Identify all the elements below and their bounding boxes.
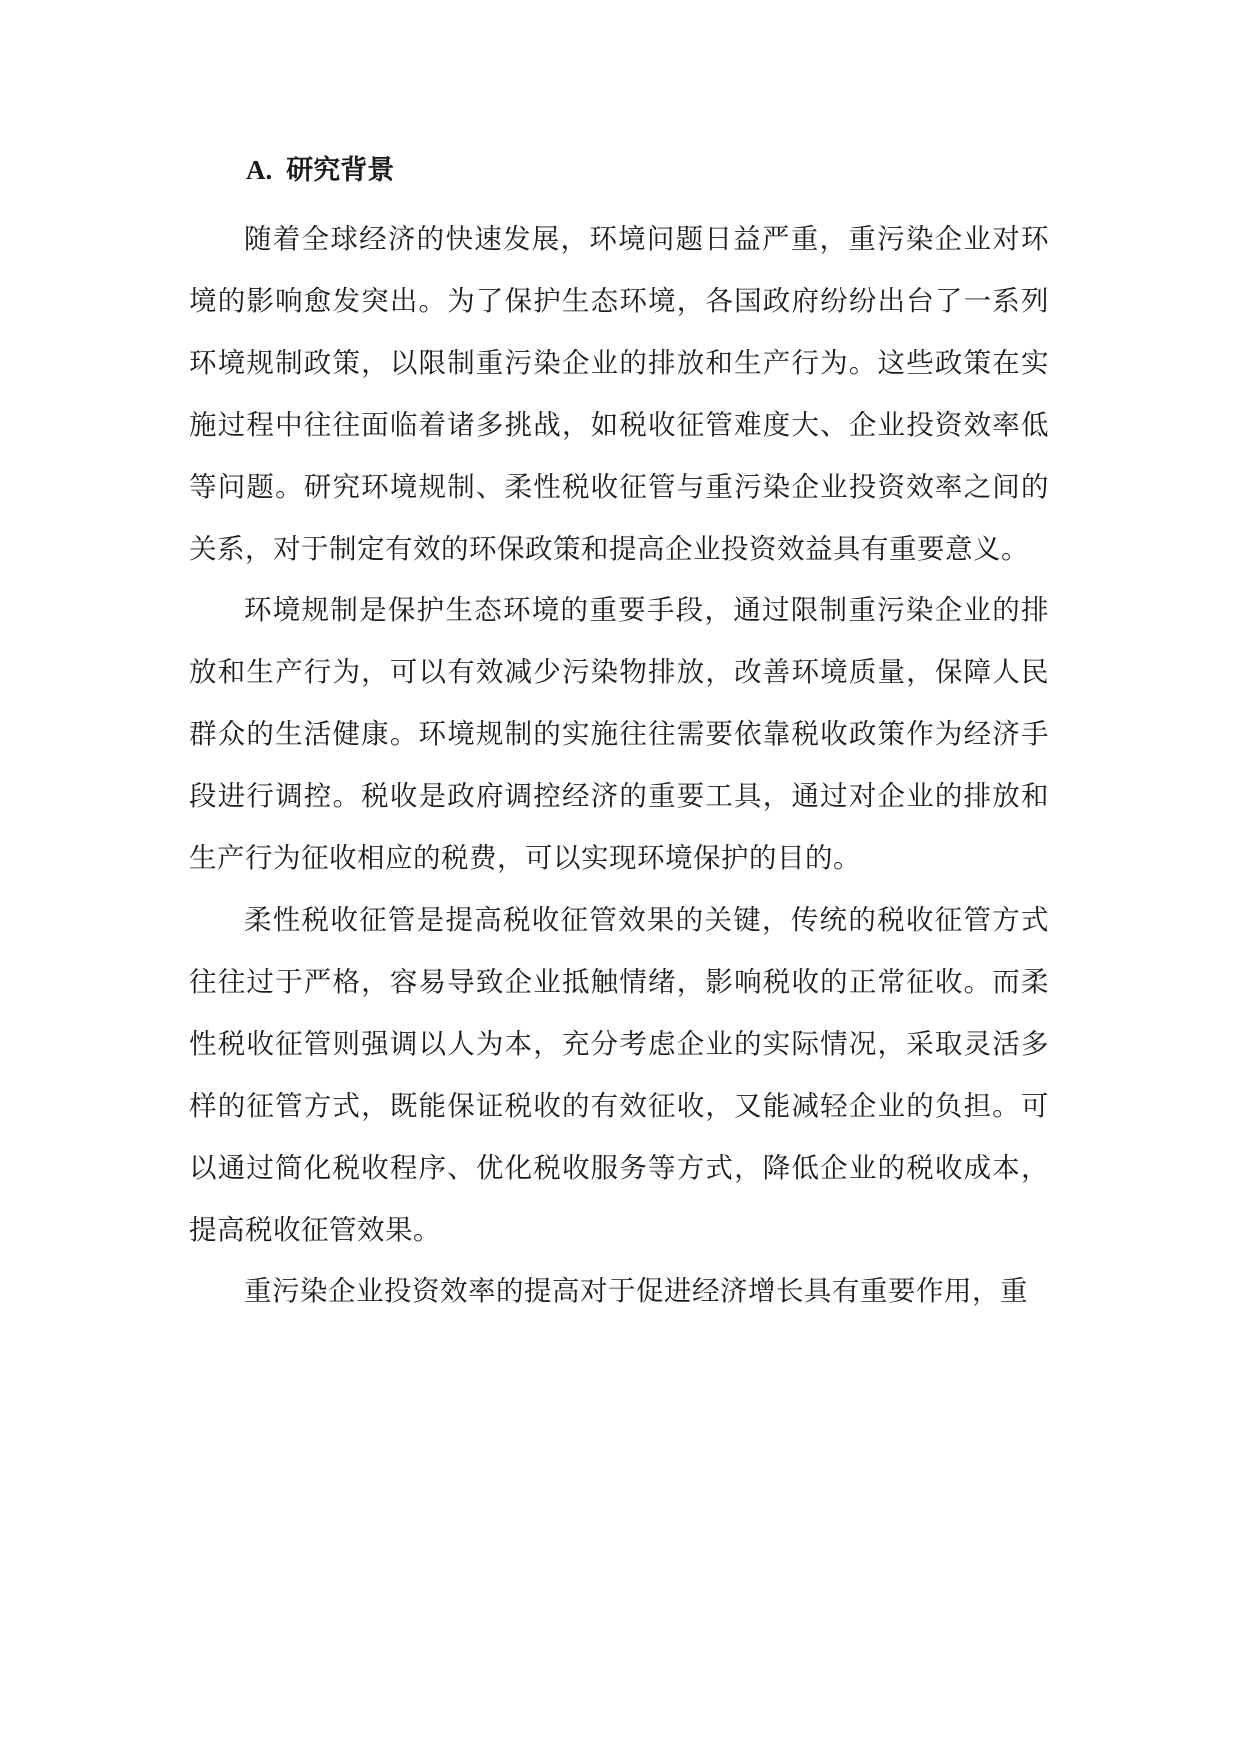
paragraph-2: 环境规制是保护生态环境的重要手段，通过限制重污染企业的排放和生产行为，可以有效减少污染物排放，改善环境质量，保障人民群众的生活健康。环境规制的实施往往需要依靠税收政策作为经济手段进行调控。税收是政府调控经济的重要工具，通过对企业的排放和生产行为征收相应的税费，可以实现环境保护的目的。 (189, 594, 1049, 875)
section-number: A. (246, 155, 273, 185)
body-text (189, 209, 1049, 1323)
section-heading (246, 150, 394, 191)
section-title: 研究背景 (286, 155, 395, 186)
paragraph-4: 重污染企业投资效率的提高对于促进经济增长具有重要作用，重 (244, 1275, 1028, 1308)
paragraph-1: 随着全球经济的快速发展，环境问题日益严重，重污染企业对环境的影响愈发突出。为了保护生态环境，各国政府纷纷出台了一系列环境规制政策，以限制重污染企业的排放和生产行为。这些政策在实施过程中往往面临着诸多挑战，如税收征管难度大、企业投资效率低等问题。研究环境规制、柔性税收征管与重污染企业投资效率之间的关系，对于制定有效的环保政策和提高企业投资效益具有重要意义。 (189, 223, 1049, 565)
paragraph-3: 柔性税收征管是提高税收征管效果的关键，传统的税收征管方式往往过于严格，容易导致企业抵触情绪，影响税收的正常征收。而柔性税收征管则强调以人为本，充分考虑企业的实际情况，采取灵活多样的征管方式，既能保证税收的有效征收，又能减轻企业的负担。可以通过简化税收程序、优化税收服务等方式，降低企业的税收成本，提高税收征管效果。 (189, 903, 1049, 1246)
